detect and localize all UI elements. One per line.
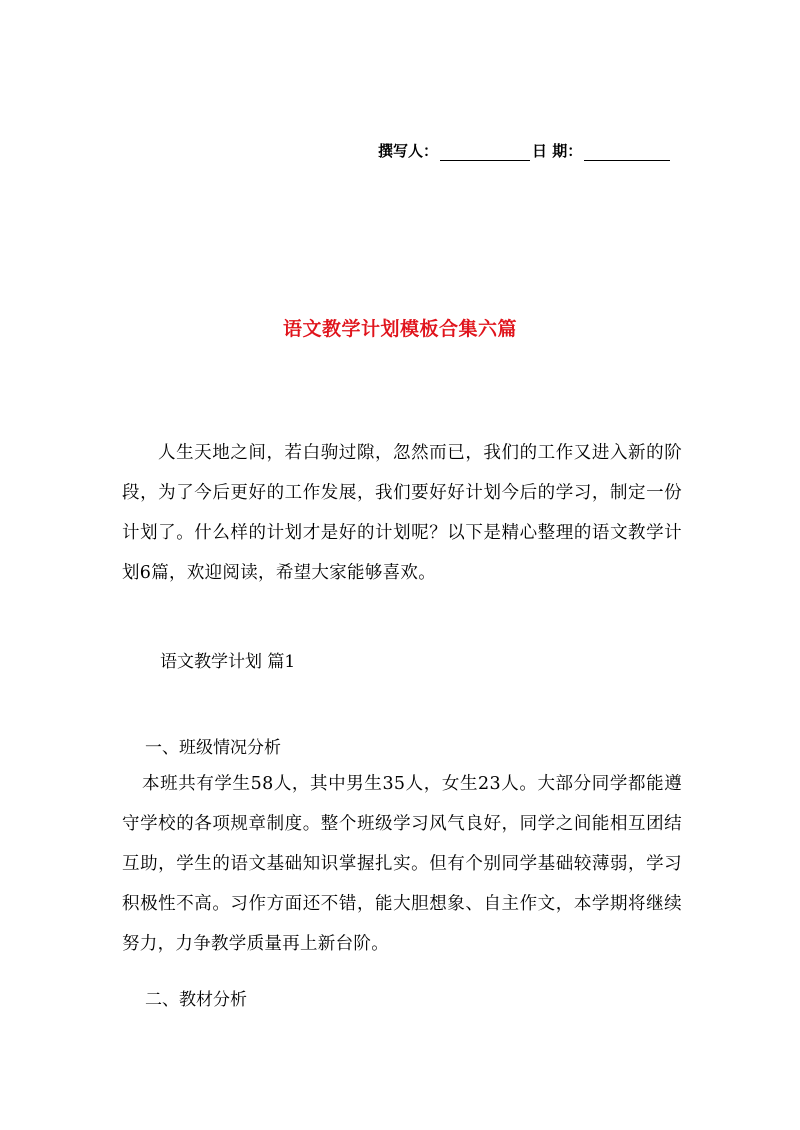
author-label: 撰写人： <box>378 142 439 160</box>
date-blank <box>584 144 670 161</box>
date-label: 日 期： <box>532 142 583 160</box>
section1-paragraph: 本班共有学生58人，其中男生35人，女生23人。大部分同学都能遵守学校的各项规章制度。整个班级学习风气良好，同学之间能相互团结互助，学生的语文基础知识掌握扎实。但有个别同学基础较薄弱，学习积极性不高。习作方面还不错，能大胆想象、自主作文，本学期将继续努力，力争教学质量再上新台阶。 <box>122 774 682 954</box>
author-blank <box>440 144 530 161</box>
section2-heading: 二、教材分析 <box>145 990 247 1010</box>
section1-heading: 一、班级情况分析 <box>145 738 281 758</box>
author-date-line <box>378 140 672 161</box>
document-title: 语文教学计划模板合集六篇 <box>282 318 517 340</box>
section-title: 语文教学计划 篇1 <box>160 652 296 672</box>
intro-paragraph: 人生天地之间，若白驹过隙，忽然而已，我们的工作又进入新的阶段，为了今后更好的工作发展，我们要好好计划今后的学习，制定一份计划了。什么样的计划才是好的计划呢？以下是精心整理的语文教学计划6篇，欢迎阅读，希望大家能够喜欢。 <box>122 443 682 583</box>
